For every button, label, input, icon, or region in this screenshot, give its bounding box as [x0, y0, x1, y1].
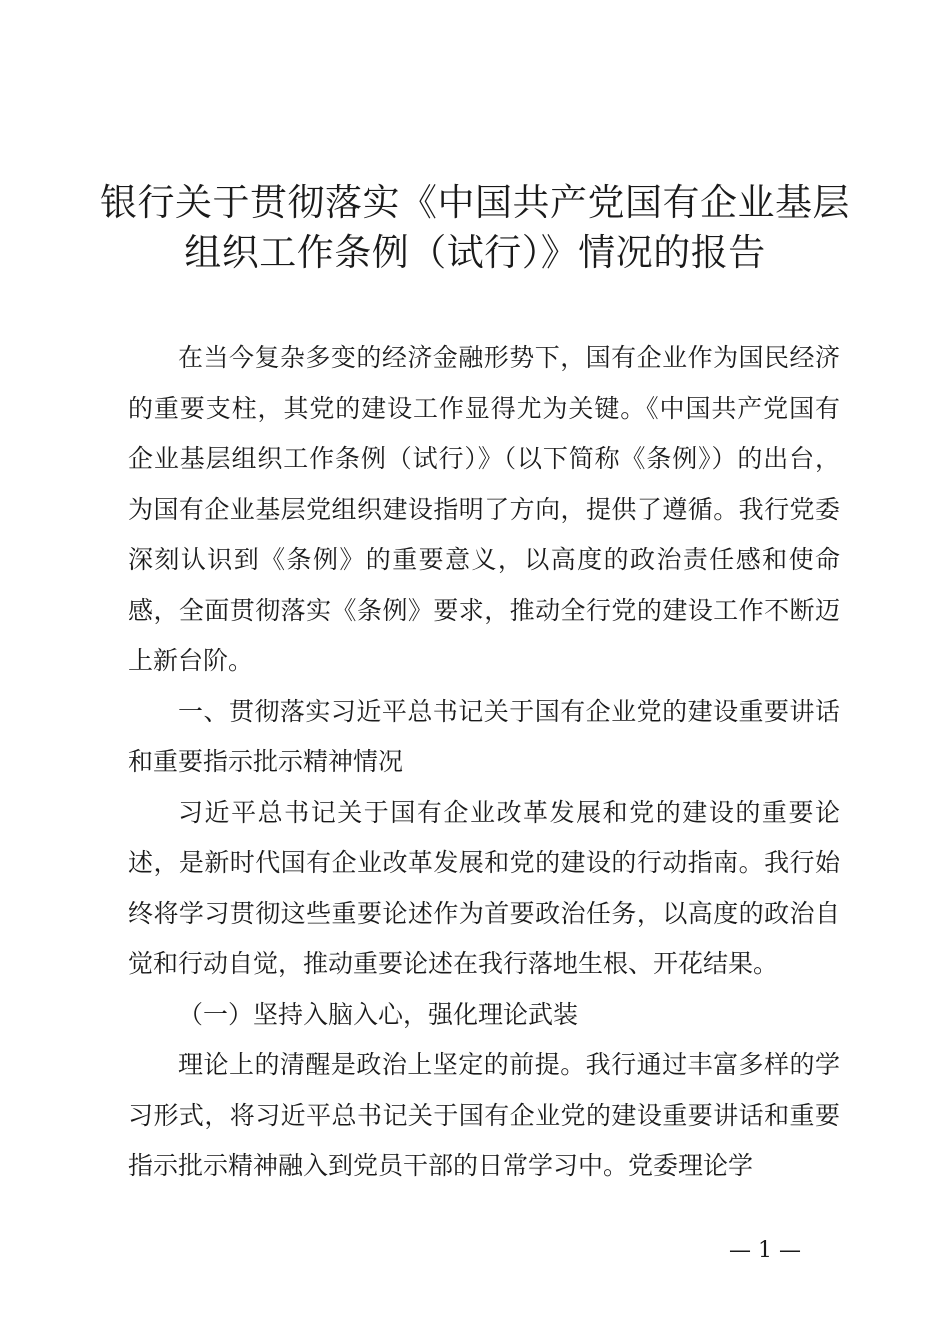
section-heading-1: 一、贯彻落实习近平总书记关于国有企业党的建设重要讲话和重要指示批示精神情况: [128, 696, 840, 776]
document-title: [100, 178, 850, 278]
paragraph-section-1: 习近平总书记关于国有企业改革发展和党的建设的重要论述，是新时代国有企业改革发展和党的建设的行动指南。我行始终将学习贯彻这些重要论述作为首要政治任务，以高度的政治自觉和行动自觉，推动重要论述在我行落地生根、开花结果。: [128, 797, 840, 978]
document-body: [128, 333, 840, 1192]
title-line-1: 银行关于贯彻落实《中国共产党国有企业基层: [100, 181, 850, 224]
title-line-2: 组织工作条例（试行）》情况的报告: [184, 231, 766, 274]
paragraph-subsection-1: 理论上的清醒是政治上坚定的前提。我行通过丰富多样的学习形式，将习近平总书记关于国有企业党的建设重要讲话和重要指示批示精神融入到党员干部的日常学习中。党委理论学: [128, 1050, 840, 1180]
page-number: — 1 —: [729, 1238, 801, 1263]
paragraph-intro: 在当今复杂多变的经济金融形势下，国有企业作为国民经济的重要支柱，其党的建设工作显得尤为关键。《中国共产党国有企业基层组织工作条例（试行）》（以下简称《条例》）的出台，为国有企业基层党组织建设指明了方向，提供了遵循。我行党委深刻认识到《条例》的重要意义，以高度的政治责任感和使命感，全面贯彻落实《条例》要求，推动全行党的建设工作不断迈上新台阶。: [128, 343, 840, 675]
subsection-heading-1: （一）坚持入脑入心，强化理论武装: [178, 999, 579, 1029]
